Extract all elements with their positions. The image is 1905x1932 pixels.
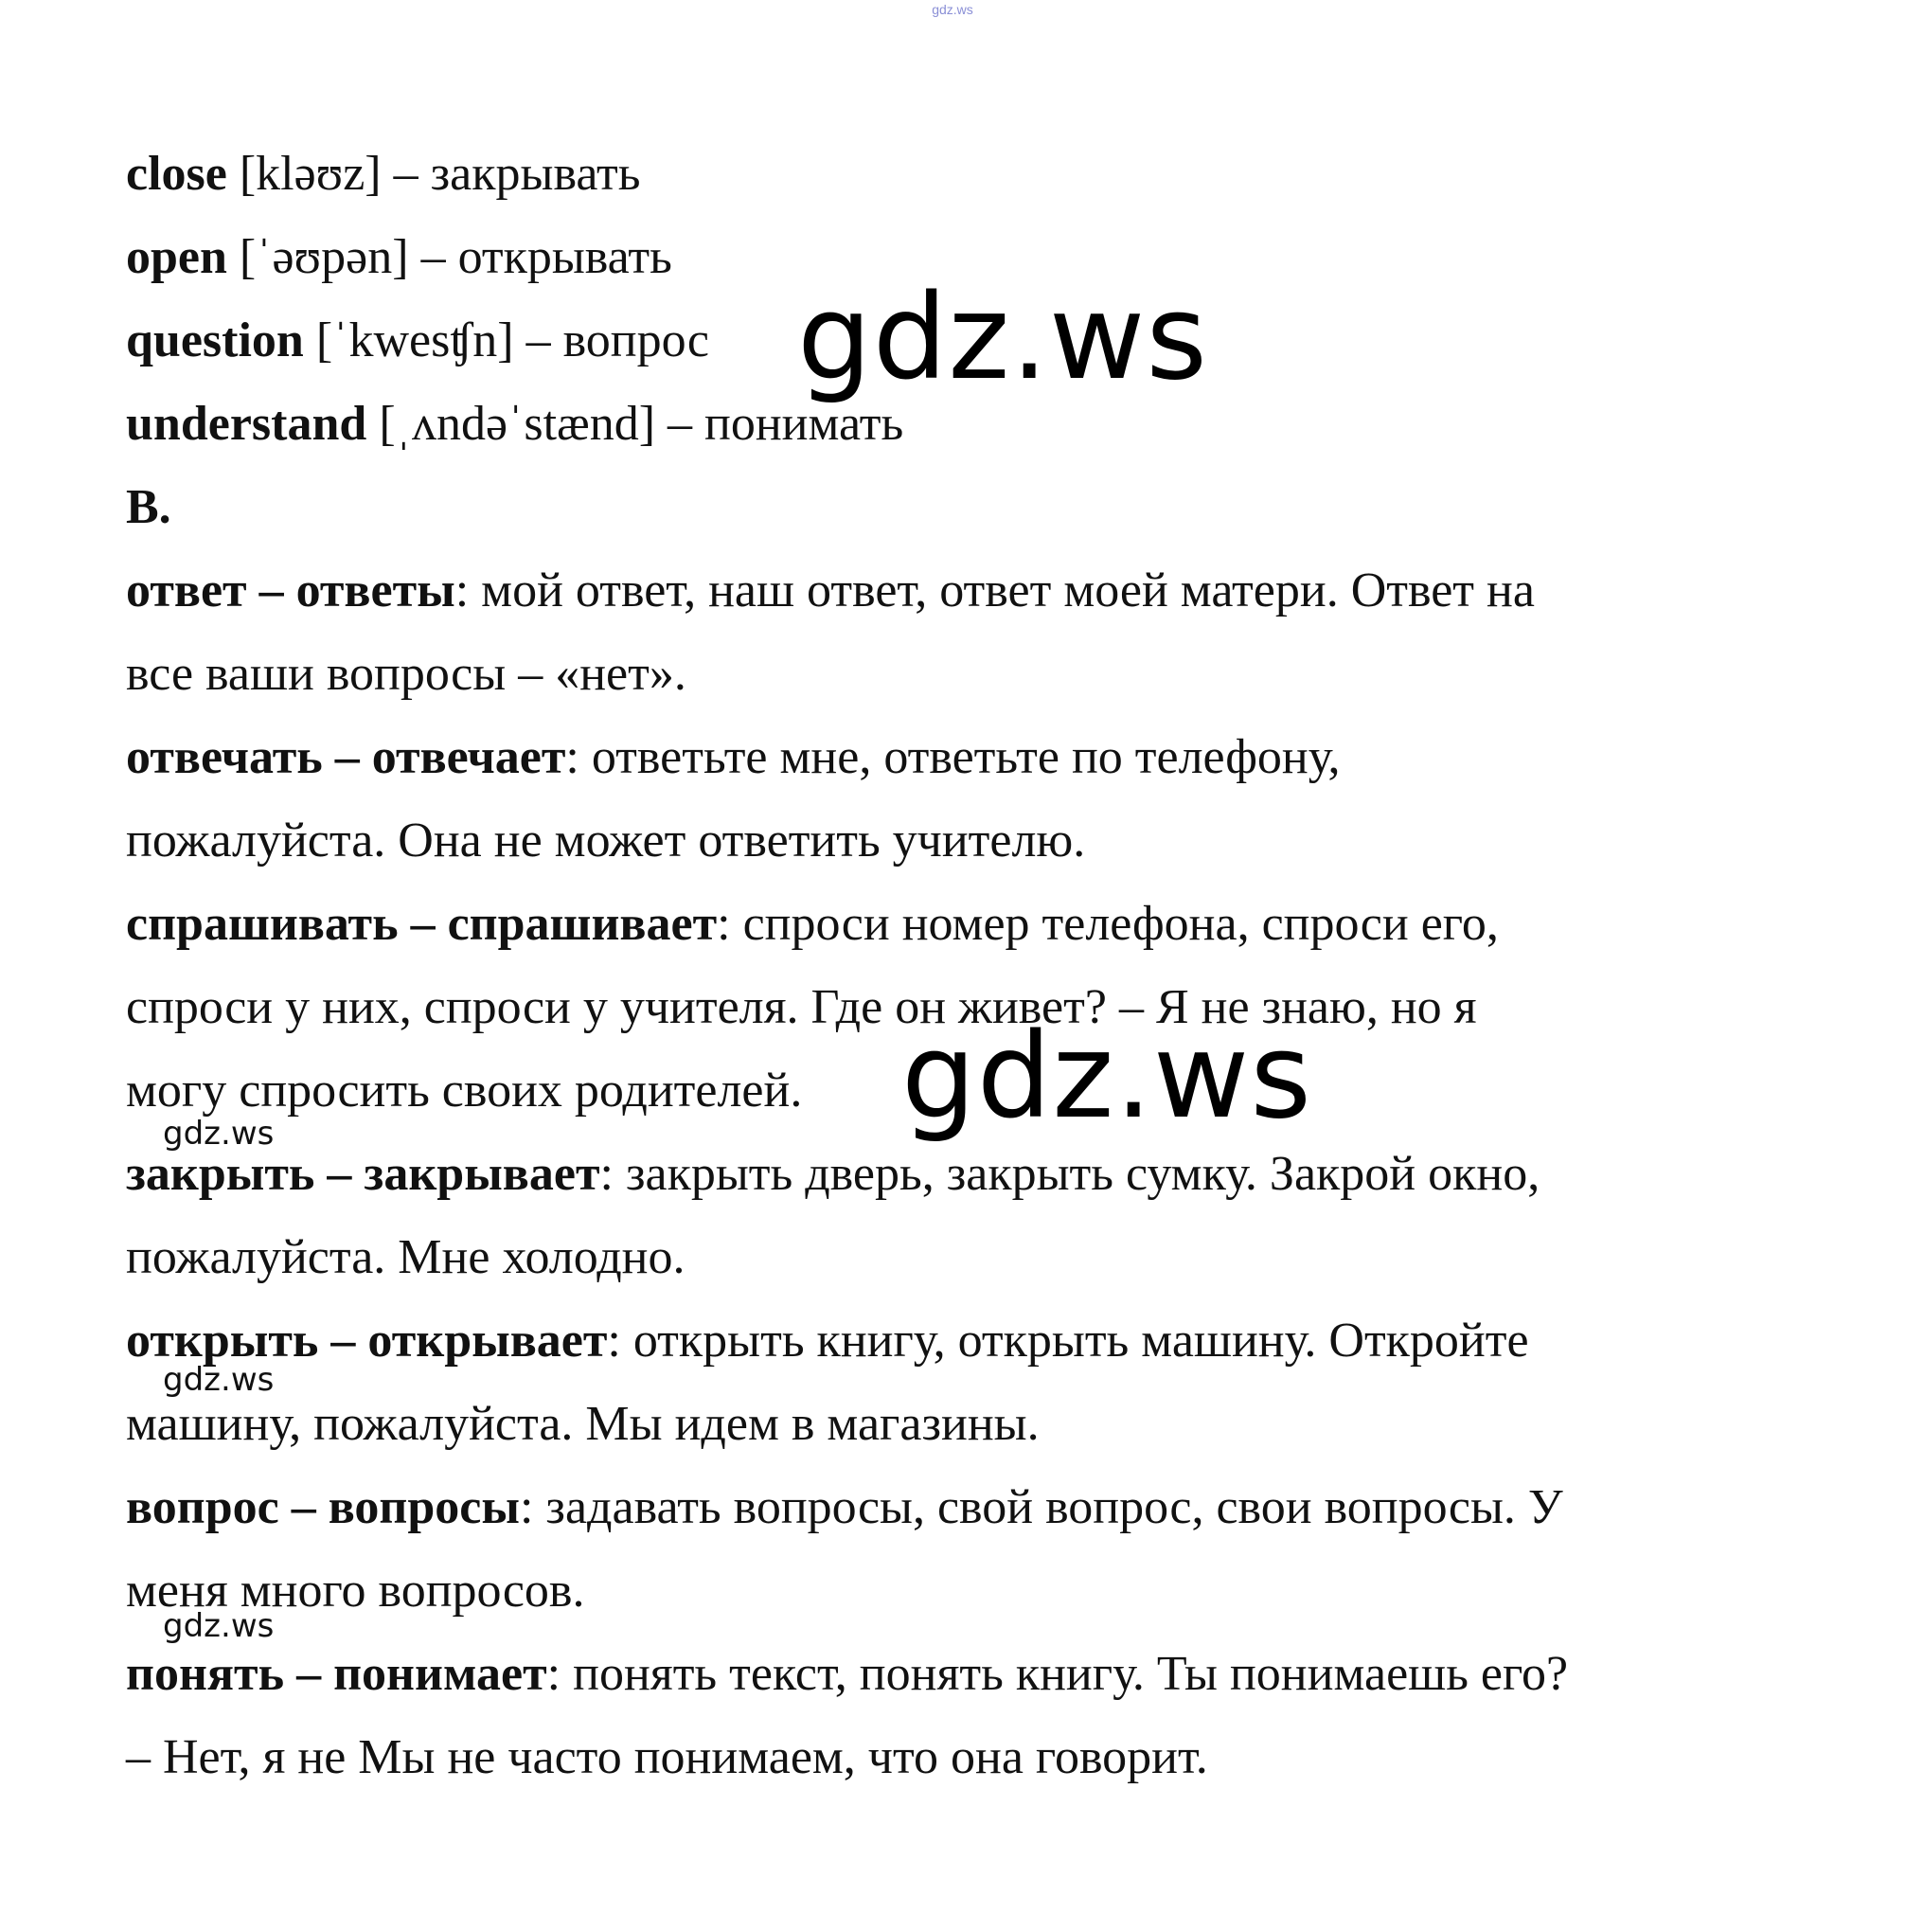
vocab-definition: [ˈkwesʧn] – вопрос [303, 313, 709, 367]
entry-text: : мой ответ, наш ответ, ответ моей матери. Ответ на [454, 564, 1535, 617]
entry-text: : закрыть дверь, закрыть сумку. Закрой окно, [599, 1147, 1540, 1201]
vocab-definition: [kləʊz] – закрывать [226, 147, 641, 201]
entry-answer [126, 549, 1811, 633]
vocab-definition: [ˈəʊpən] – открывать [226, 230, 672, 284]
vocab-definition: [ˌʌndəˈstænd] – понимать [366, 397, 904, 451]
entry-reply [126, 716, 1811, 799]
entry-head: спрашивать – спрашивает [126, 897, 718, 951]
watermark-small: gdz.ws [163, 1607, 275, 1645]
entry-text: : понять текст, понять книгу. Ты понимаешь его? [546, 1647, 1569, 1701]
entry-question [126, 1466, 1811, 1549]
watermark-large: gdz.ws [797, 270, 1208, 406]
header-watermark: gdz.ws [932, 2, 973, 17]
section-label: B. [126, 480, 171, 534]
entry-ask-cont: спроси у них, спроси у учителя. Где он живет? – Я не знаю, но я [126, 980, 1477, 1034]
entry-head: закрыть – закрывает [126, 1147, 600, 1201]
entry-head: отвечать – отвечает [126, 730, 566, 784]
watermark-small: gdz.ws [163, 1361, 275, 1399]
vocab-word: understand [126, 397, 367, 451]
entry-close [126, 1133, 1811, 1216]
entry-understand-cont: – Нет, я не Мы не часто понимаем, что она говорит. [126, 1730, 1208, 1784]
entry-close-cont: пожалуйста. Мне холодно. [126, 1230, 685, 1284]
entry-text: : ответьте мне, ответьте по телефону, [565, 730, 1341, 784]
entry-text: : открыть книгу, открыть машину. Откройте [607, 1314, 1529, 1368]
entry-head: вопрос – вопросы [126, 1480, 520, 1534]
entry-text: : задавать вопросы, свой вопрос, свои вопросы. У [519, 1480, 1563, 1534]
entry-open [126, 1299, 1811, 1383]
entry-head: ответ – ответы [126, 564, 455, 617]
watermark-large: gdz.ws [901, 1009, 1312, 1145]
entry-reply-cont: пожалуйста. Она не может ответить учителю. [126, 814, 1086, 868]
entry-ask-cont2: могу спросить своих родителей. [126, 1064, 803, 1118]
entry-understand [126, 1633, 1811, 1716]
entry-head: открыть – открывает [126, 1314, 608, 1368]
entry-head: понять – понимает [126, 1647, 547, 1701]
entry-answer-cont: все ваши вопросы – «нет». [126, 647, 686, 701]
entry-text: : спроси номер телефона, спроси его, [717, 897, 1499, 951]
vocab-word: close [126, 147, 227, 201]
watermark-small: gdz.ws [163, 1115, 275, 1153]
vocab-word: question [126, 313, 304, 367]
entry-open-cont: машину, пожалуйста. Мы идем в магазины. [126, 1397, 1040, 1451]
entry-question-cont: меня много вопросов. [126, 1564, 585, 1618]
entry-ask [126, 883, 1811, 966]
vocab-word: open [126, 230, 227, 284]
vocab-line-close [126, 133, 1811, 216]
